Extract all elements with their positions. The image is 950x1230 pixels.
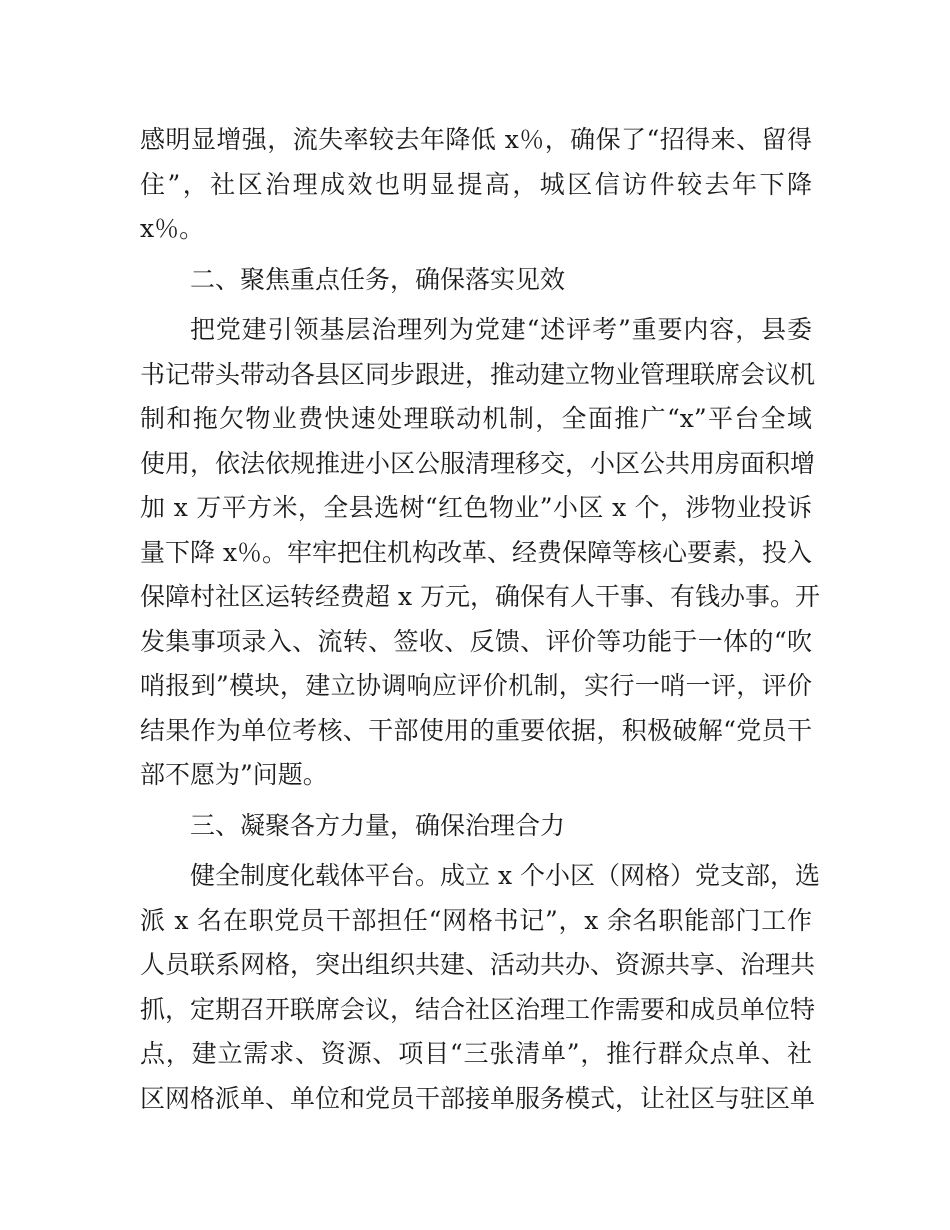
text-line: 住”，社区治理成效也明显提高，城区信访件较去年下降 [140, 169, 812, 199]
text-line: 抓，定期召开联席会议，结合社区治理工作需要和成员单位特 [140, 994, 816, 1024]
text-line: 把党建引领基层治理列为党建“述评考”重要内容，县委 [190, 315, 812, 344]
text-line: 点，建立需求、资源、项目“三张清单”，推行群众点单、社 [140, 1039, 812, 1068]
paragraph-continuation [140, 118, 812, 252]
text-line: 结果作为单位考核、干部使用的重要依据，积极破解“党员干 [140, 715, 812, 745]
text-line: 感明显增强，流失率较去年降低 x％，确保了“招得来、留得 [140, 125, 812, 154]
text-line: 人员联系网格，突出组织共建、活动共办、资源共享、治理共 [140, 950, 816, 979]
heading-text: 三、凝聚各方力量，确保治理合力 [190, 810, 566, 840]
text-line: 保障村社区运转经费超 x 万元，确保有人干事、有钱办事。开 [140, 582, 820, 611]
text-line: 发集事项录入、流转、签收、反馈、评价等功能于一体的“吹 [140, 626, 812, 656]
text-line: 书记带头带动各县区同步跟进，推动建立物业管理联席会议机 [140, 359, 816, 389]
paragraph-party-building [140, 308, 820, 798]
heading-text: 二、聚焦重点任务，确保落实见效 [190, 264, 566, 294]
section-heading-three [140, 804, 812, 849]
text-line: 区网格派单、单位和党员干部接单服务模式，让社区与驻区单 [140, 1083, 816, 1113]
text-line: 使用，依法依规推进小区公服清理移交，小区公共用房面积增 [140, 448, 816, 478]
paragraph-platform [140, 854, 820, 1121]
text-line: 健全制度化载体平台。成立 x 个小区（网格）党支部，选 [190, 861, 820, 890]
text-line: 加 x 万平方米，全县选树“红色物业”小区 x 个，涉物业投诉 [140, 493, 812, 522]
text-line: 制和拖欠物业费快速处理联动机制，全面推广“x”平台全域 [140, 404, 812, 433]
text-line: x％。 [140, 214, 205, 243]
text-line: 哨报到”模块，建立协调响应评价机制，实行一哨一评，评价 [140, 671, 812, 700]
text-line: 部不愿为”问题。 [140, 760, 328, 789]
text-line: 派 x 名在职党员干部担任“网格书记”，x 余名职能部门工作 [140, 905, 812, 935]
section-heading-two [140, 258, 812, 303]
document-body [140, 118, 820, 1121]
text-line: 量下降 x％。牢牢把住机构改革、经费保障等核心要素，投入 [140, 537, 813, 567]
